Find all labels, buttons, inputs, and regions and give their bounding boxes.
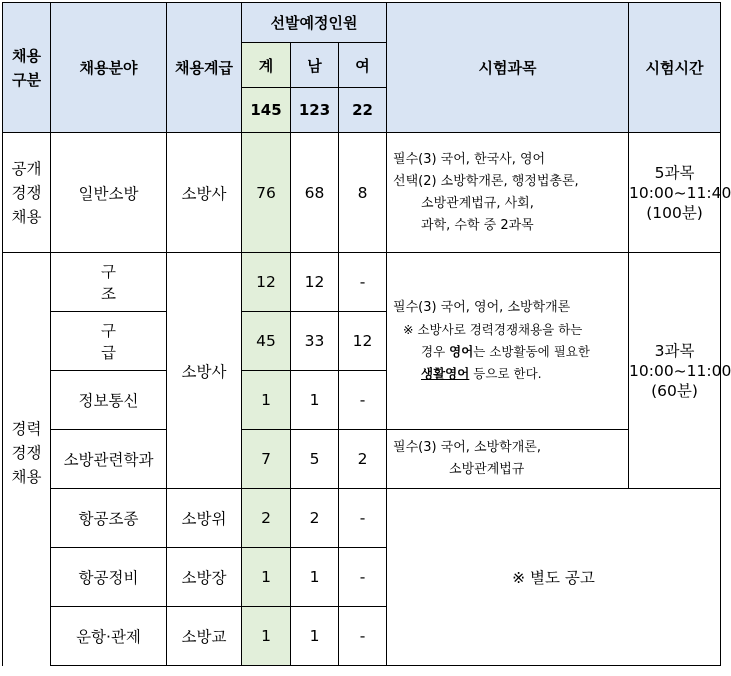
career-rank: 소방위 xyxy=(167,489,242,548)
career-field-it: 정보통신 xyxy=(51,371,167,430)
career-rank: 소방장 xyxy=(167,548,242,607)
career-male: 2 xyxy=(291,489,339,548)
career-rank: 소방교 xyxy=(167,607,242,666)
header-planned: 선발예정인원 xyxy=(242,3,387,43)
career-field-aviation-pilot: 항공조종 xyxy=(51,489,167,548)
career-total: 7 xyxy=(242,430,291,489)
career-total: 1 xyxy=(242,607,291,666)
career-field-aviation-maint: 항공정비 xyxy=(51,548,167,607)
career-subjects-b: 필수(3) 국어, 소방학개론, 소방관계법규 xyxy=(387,430,629,489)
header-category: 채용 구분 xyxy=(3,3,51,133)
career-field-rescue: 구 조 xyxy=(51,253,167,312)
grand-total: 145 xyxy=(242,88,291,133)
public-male: 68 xyxy=(291,133,339,253)
career-category: 경력 경쟁 채용 xyxy=(3,253,51,489)
career-female: 12 xyxy=(339,312,387,371)
career-subjects-a: 필수(3) 국어, 영어, 소방학개론 ※ 소방사로 경력경쟁채용을 하는 경우 영어는 소방활동에 필요한 생활영어 등으로 한다. xyxy=(387,253,629,430)
public-field: 일반소방 xyxy=(51,133,167,253)
blank-category xyxy=(3,489,51,548)
career-male: 5 xyxy=(291,430,339,489)
career-male: 1 xyxy=(291,371,339,430)
public-category: 공개 경쟁 채용 xyxy=(3,133,51,253)
header-female: 여 xyxy=(339,43,387,88)
career-female: 2 xyxy=(339,430,387,489)
blank-category xyxy=(3,607,51,666)
header-total: 계 xyxy=(242,43,291,88)
career-total: 1 xyxy=(242,548,291,607)
blank-category xyxy=(3,548,51,607)
header-male: 남 xyxy=(291,43,339,88)
grand-male: 123 xyxy=(291,88,339,133)
career-field-ems: 구 급 xyxy=(51,312,167,371)
header-rank: 채용계급 xyxy=(167,3,242,133)
career-field-ops-control: 운항·관제 xyxy=(51,607,167,666)
public-rank: 소방사 xyxy=(167,133,242,253)
career-total: 12 xyxy=(242,253,291,312)
header-time: 시험시간 xyxy=(629,3,721,133)
career-male: 1 xyxy=(291,548,339,607)
recruitment-table xyxy=(2,2,731,666)
career-time: 3과목 10:00~11:00 (60분) xyxy=(629,253,721,489)
public-time: 5과목 10:00~11:40 (100분) xyxy=(629,133,721,253)
header-subjects: 시험과목 xyxy=(387,3,629,133)
career-female: - xyxy=(339,548,387,607)
career-total: 45 xyxy=(242,312,291,371)
career-male: 33 xyxy=(291,312,339,371)
career-female: - xyxy=(339,607,387,666)
grand-female: 22 xyxy=(339,88,387,133)
career-female: - xyxy=(339,489,387,548)
header-field: 채용분야 xyxy=(51,3,167,133)
career-total: 2 xyxy=(242,489,291,548)
career-field-fire-dept: 소방관련학과 xyxy=(51,430,167,489)
career-female: - xyxy=(339,253,387,312)
career-rank-group: 소방사 xyxy=(167,253,242,489)
career-female: - xyxy=(339,371,387,430)
career-total: 1 xyxy=(242,371,291,430)
career-male: 1 xyxy=(291,607,339,666)
public-female: 8 xyxy=(339,133,387,253)
separate-notice: ※ 별도 공고 xyxy=(387,489,721,666)
public-subjects: 필수(3) 국어, 한국사, 영어 선택(2) 소방학개론, 행정법총론, 소방관계법규, 사회, 과학, 수학 중 2과목 xyxy=(387,133,629,253)
public-total: 76 xyxy=(242,133,291,253)
career-male: 12 xyxy=(291,253,339,312)
